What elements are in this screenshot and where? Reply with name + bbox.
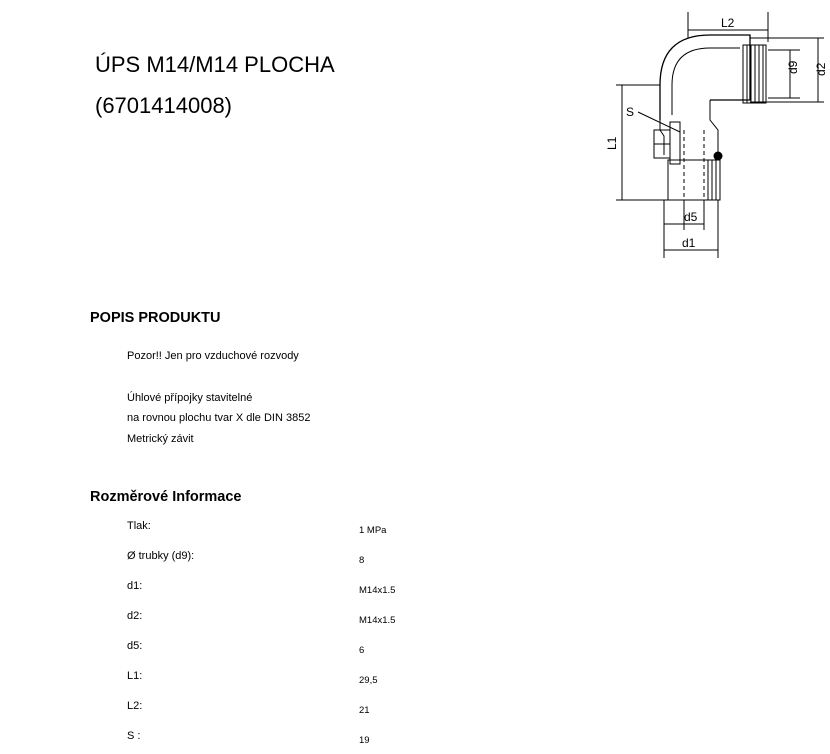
spec-value-S: 19 <box>359 735 370 746</box>
description-line: Úhlové přípojky stavitelné <box>127 392 253 404</box>
spec-value-tube-diameter: 8 <box>359 555 365 566</box>
description-line: Metrický závit <box>127 433 194 445</box>
spec-label-d1: d1: <box>127 580 143 592</box>
spec-label-L1: L1: <box>127 670 143 682</box>
product-title: ÚPS M14/M14 PLOCHA <box>95 52 335 77</box>
spec-value-pressure: 1 MPa <box>359 525 387 536</box>
spec-value-d2: M14x1.5 <box>359 615 396 626</box>
spec-label-S: S : <box>127 730 141 742</box>
label-d5: d5 <box>684 210 698 224</box>
label-d9: d9 <box>786 60 800 74</box>
spec-label-d5: d5: <box>127 640 143 652</box>
label-d1: d1 <box>682 236 696 250</box>
spec-value-d1: M14x1.5 <box>359 585 396 596</box>
spec-value-L2: 21 <box>359 705 370 716</box>
spec-label-pressure: Tlak: <box>127 520 151 532</box>
label-d2: d2 <box>814 62 828 76</box>
spec-value-L1: 29,5 <box>359 675 378 686</box>
product-code: (6701414008) <box>95 93 233 118</box>
dimensions-heading: Rozměrové Informace <box>90 489 242 505</box>
description-heading: POPIS PRODUKTU <box>90 310 221 326</box>
spec-label-L2: L2: <box>127 700 143 712</box>
spec-label-d2: d2: <box>127 610 143 622</box>
spec-label-tube-diameter: Ø trubky (d9): <box>127 550 195 562</box>
label-S: S <box>626 105 635 119</box>
technical-drawing <box>600 10 828 265</box>
label-L2: L2 <box>721 16 735 30</box>
description-line: na rovnou plochu tvar X dle DIN 3852 <box>127 412 311 424</box>
spec-value-d5: 6 <box>359 645 365 656</box>
label-L1: L1 <box>605 136 619 150</box>
description-line: Pozor!! Jen pro vzduchové rozvody <box>127 350 299 362</box>
